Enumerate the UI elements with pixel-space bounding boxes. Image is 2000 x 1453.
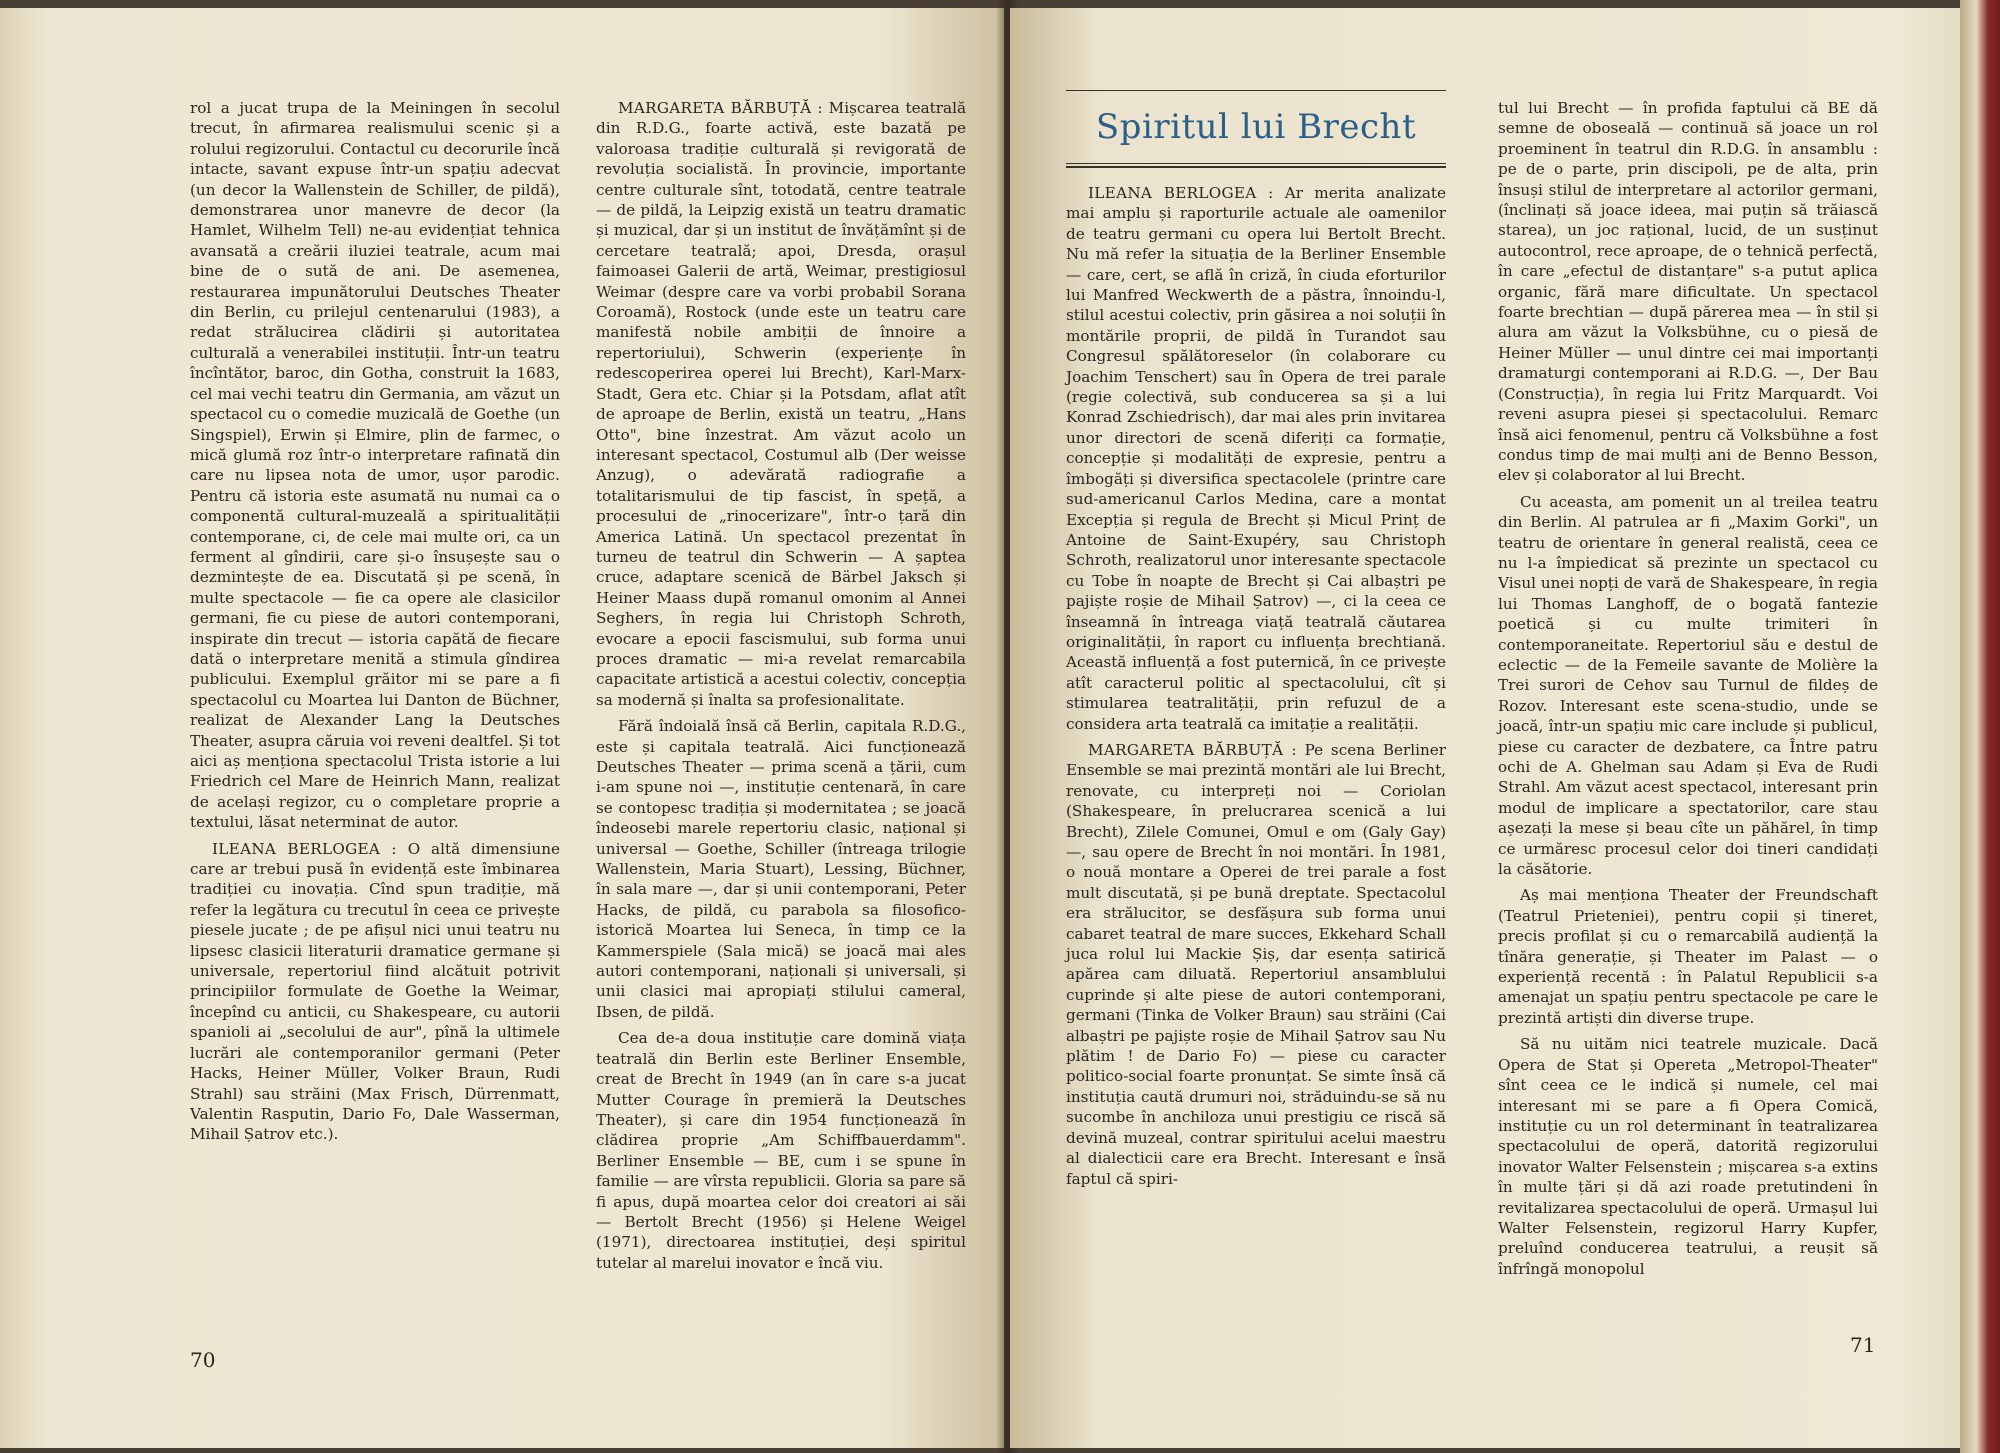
speaker-paragraph	[1066, 740, 1446, 1189]
article-title-box	[1066, 90, 1446, 168]
speaker-name: MARGARETA BĂRBUȚĂ :	[1088, 740, 1297, 759]
paragraph-text: Mișcarea teatrală din R.D.G., foarte activă, este bazată pe valoroasa tradiție culturală și revigorată de revoluția socialistă. În provincie, importante centre culturale sînt, totodată, centre teatrale — de pildă, la Leipzig există un teatru dramatic și muzical, dar și un institut de învățămînt și de cercetare teatrală; apoi, Dresda, orașul faimoasei Galerii de artă, Weimar, prestigiosul Weimar (despre care va vorbi probabil Sorana Coroamă), Rostock (unde este un teatru care manifestă nobile ambiții de înnoire a repertoriului), Schwerin (experiențe în redescoperirea operei lui Brecht), Karl-Marx-Stadt, Gera etc. Chiar și la Potsdam, aflat atît de aproape de Berlin, există un teatru, „Hans Otto", bine înzestrat. Am văzut acolo un interesant spectacol, Costumul alb (Der weisse Anzug), o adevărată radiografie a totalitarismului de tip fascist, în speță, a procesului de „rinocerizare", într-o țară din America Latină. Un spectacol prezentat în turneu de teatrul din Schwerin — A șaptea cruce, adaptare scenică de Bärbel Jaksch și Heiner Maass după romanul omonim al Annei Seghers, în regia lui Christoph Schroth, evocare a epocii fascismului, sub forma unui proces dramatic — mi-a revelat remarcabila capacitate artistică a acestui colectiv, concepția sa modernă și înalta sa profesionalitate.	[596, 99, 967, 709]
paragraph: tul lui Brecht — în profida faptului că BE dă semne de oboseală — continuă să joace un rol proeminent în teatrul din R.D.G. în ansamblu : pe de o parte, prin discipoli, pe de alta, prin însuși stilul de interpretare al actorilor germani, (înclinați să joace ideea, mai puțin să trăiască starea), un joc rațional, lucid, de un susținut autocontrol, rece aproape, de o tehnică perfectă, în care „efectul de distanțare" s-a putut aplica organic, fără mare dificultate. Un spectacol foarte brechtian — după părerea mea — în stil și alura am văzut la Volksbühne, cu o piesă de Heiner Müller — unul dintre cei mai importanți dramaturgi contemporani ai R.D.G. —, Der Bau (Construcția), în regia lui Fritz Marquardt. Voi reveni asupra piesei și spectacolului. Remarc însă aici fenomenul, pentru că Volksbühne a fost condus timp de mai mulți ani de Benno Besson, elev și colaborator al lui Brecht.	[1498, 99, 1878, 485]
speaker-name: MARGARETA BĂRBUȚĂ :	[618, 99, 823, 117]
paragraph: Să nu uităm nici teatrele muzicale. Dacă Opera de Stat și Opereta „Metropol-Theater" sînt ceea ce le indică și numele, cel mai interesant mi se pare a fi Opera Comică, instituție cu un rol determinant în teatralizarea spectacolului de operă, datorită regizorului inovator Walter Felsenstein ; mișcarea s-a extins în multe țări și dă azi roade pretutindeni în revitalizarea spectacolului de operă. Urmașul lui Walter Felsenstein, regizorul Harry Kupfer, preluînd conducerea teatrului, a reușit să înfrîngă monopolul	[1498, 1035, 1878, 1278]
article-title: Spiritul lui Brecht	[1095, 107, 1417, 147]
paragraph-text: O altă dimensiune care ar trebui pusă în evidență este îmbinarea tradiției cu inovația. Cînd spun tradiție, mă refer la legătura cu trecutul în ceea ce privește piesele jucate ; de pe afișul nici unui teatru nu lipsesc clasicii literaturii dramatice germane și universale, repertoriul fiind alcătuit potrivit principiilor formulate de Goethe la Weimar, începînd cu anticii, cu Shakespeare, cu autorii spanioli ai „secolului de aur", pînă la ultimele lucrări ale contemporanilor germani (Peter Hacks, Heiner Müller, Volker Braun, Rudi Strahl) sau străini (Max Frisch, Dürrenmatt, Valentin Rasputin, Dario Fo, Dale Wasserman, Mihail Șatrov etc.).	[190, 839, 560, 1144]
page-edge-strip	[1960, 0, 2000, 1453]
speaker-name: ILEANA BERLOGEA :	[1088, 184, 1274, 202]
left-column-2	[596, 98, 966, 1279]
paragraph: Cea de-a doua instituție care domină viața teatrală din Berlin este Berliner Ensemble, creat de Brecht în 1949 (an în care s-a jucat Mutter Courage în premieră la Deutsches Theater), și care din 1954 funcționează în clădirea proprie „Am Schiffbauerdamm". Berliner Ensemble — BE, cum i se spune în familie — are vîrsta republicii. Gloria sa pare să fi apus, după moartea celor doi creatori ai săi — Bertolt Brecht (1956) și Helene Weigel (1971), directoarea instituției, deși spiritul tutelar al marelui inovator e încă viu.	[596, 1029, 966, 1272]
title-rule-bottom	[1066, 163, 1446, 164]
right-column-2	[1498, 98, 1878, 1285]
paragraph: Cu aceasta, am pomenit un al treilea teatru din Berlin. Al patrulea ar fi „Maxim Gorki", un teatru de orientare în general realistă, ceea ce nu l-a împiedicat să prezinte un spectacol cu Visul unei nopți de vară de Shakespeare, în regia lui Thomas Langhoff, de o bogată fantezie poetică și cu multe trimiteri în contemporaneitate. Repertoriul său e destul de eclectic — de la Femeile savante de Molière la Trei surori de Cehov sau Turnul de fildeș de Rozov. Interesant este scena-studio, unde se joacă, într-un spațiu mic care include și publicul, piese cu caracter de dezbatere, ca Între patru ochi de A. Ghelman sau Adam și Eva de Rudi Strahl. Am văzut acest spectacol, interesant prin modul de implicare a spectatorilor, care stau așezați la mese și beau cîte un păhărel, în timp ce urmăresc procesul celor doi tineri candidați la căsătorie.	[1498, 492, 1878, 879]
left-column-1	[190, 98, 560, 1151]
page-number-right: 71	[1850, 1333, 1876, 1357]
page-number-left: 70	[190, 1348, 216, 1372]
paragraph: Aș mai menționa Theater der Freundschaft (Teatrul Prieteniei), pentru copii și tineret, precis profilat și cu o remarcabilă audiență la tînăra generație, și Theater im Palast — o experiență recentă : în Palatul Republicii s-a amenajat un spațiu pentru spectacole pe care le prezintă artiști din diverse trupe.	[1498, 886, 1878, 1027]
speaker-paragraph	[596, 98, 966, 710]
right-column-1	[1066, 183, 1446, 1195]
paragraph-text: Pe scena Berliner Ensemble se mai prezintă montări ale lui Brecht, renovate, cu interpreți noi — Coriolan (Shakespeare, în prelucrarea scenică a lui Brecht), Zilele Comunei, Omul e om (Galy Gay) —, sau opere de Brecht în noi montări. În 1981, o nouă montare a Operei de trei parale a fost mult discutată, și pe bună dreptate. Spectacolul era strălucitor, se desfășura sub forma unui cabaret teatral de mare succes, Ekkehard Schall juca rolul lui Mackie Șiș, dar esența satirică apărea cam diluată. Repertoriul ansamblului cuprinde și alte piese de autori contemporani, germani (Tinka de Volker Braun) sau străini (Cai albaștri pe pajiște roșie de Mihail Șatrov sau Nu plătim ! de Dario Fo) — piese cu caracter politico-social foarte pronunțat. Se simte însă că instituția caută drumuri noi, străduindu-se să nu sucombe în anchiloza unui prestigiu ce riscă să devină muzeal, contrar spiritului acelui maestru al dialecticii care era Brecht. Interesant e însă faptul că spiri-	[1066, 740, 1446, 1188]
paragraph: rol a jucat trupa de la Meiningen în secolul trecut, în afirmarea realismului scenic și a rolului regizorului. Contactul cu decorurile încă intacte, savant expuse într-un spațiu adecvat (un decor la Wallenstein de Schiller, de pildă), demonstrarea unor manevre de decor (la Hamlet, Wilhelm Tell) ne-au evidențiat tehnica avansată a creării iluziei teatrale, acum mai bine de o sută de ani. De asemenea, restaurarea impunătorului Deutsches Theater din Berlin, cu prilejul centenarului (1983), a redat strălucirea clădirii și autoritatea culturală a venerabilei instituții. Într-un teatru încîntător, baroc, din Gotha, construit la 1683, cel mai vechi teatru din Germania, am văzut un spectacol cu o comedie muzicală de Goethe (un Singspiel), Erwin și Elmire, plin de farmec, o mică glumă roz într-o interpretare rafinată din care nu lipsea nota de umor, ușor parodic. Pentru că istoria este asumată nu numai ca o componentă cultural-muzeală a spiritualității contemporane, ci, de cele mai multe ori, ca un ferment al gîndirii, care și-o însușește sau o dezmintește de ea. Discutată și pe scenă, în multe spectacole — fie ca opere ale clasicilor germani, fie cu piese de autori contemporani, inspirate din trecut — istoria capătă de fiecare dată o interpretare menită a stimula gîndirea publicului. Exemplul grăitor mi se pare a fi spectacolul cu Moartea lui Danton de Büchner, realizat de Alexander Lang la Deutsches Theater, asupra căruia voi reveni dealtfel. Și tot aici aș menționa spectacolul Trista istorie a lui Friedrich cel Mare de Heinrich Mann, realizat de același regizor, cu o completare proprie a textului, lăsat neterminat de autor.	[190, 99, 560, 832]
paragraph-text: Ar merita analizate mai amplu și raporturile actuale ale oamenilor de teatru germani cu opera lui Bertolt Brecht. Nu mă refer la situația de la Berliner Ensemble — care, cert, se află în criză, în ciuda eforturilor lui Manfred Weckwerth de a păstra, înnoindu-l, stilul acestui colectiv, prin găsirea a noi soluții în montările proprii, de pildă în Turandot sau Congresul spălătoreselor (în colaborare cu Joachim Tenschert) sau în Opera de trei parale (regie colectivă, sub conducerea sa și a lui Konrad Zschiedrisch), dar mai ales prin invitarea unor directori de scenă diferiți ca formație, concepție și modalități de expresie, pentru a îmbogăți și diversifica spectacolele (printre care sud-americanul Carlos Medina, care a montat Excepția și regula de Brecht și Micul Prinț de Antoine de Saint-Exupéry, sau Christoph Schroth, realizatorul unor interesante spectacole cu Tobe în noapte de Brecht și Cai albaștri pe pajiște roșie de Mihail Șatrov) —, ci la ceea ce înseamnă în întreaga viață teatrală căutarea originalității, în raport cu influența brechtiană. Această influență a fost puternică, în ce privește atît caracterul politic al spectacolului, cît și stimularea teatralității, prin refuzul de a considera arta teatrală ca imitație a realității.	[1066, 184, 1446, 733]
speaker-paragraph	[1066, 183, 1446, 734]
right-page	[1010, 8, 2000, 1448]
speaker-paragraph	[190, 839, 560, 1145]
speaker-name: ILEANA BERLOGEA :	[212, 839, 397, 858]
left-page	[0, 8, 1004, 1448]
paragraph: Fără îndoială însă că Berlin, capitala R.D.G., este și capitala teatrală. Aici funcționează Deutsches Theater — prima scenă a țării, cum i-am spune noi —, instituție centenară, în care se contopesc tradiția și modernitatea ; se joacă îndeosebi marele repertoriu clasic, național și universal — Goethe, Schiller (întreaga trilogie Wallenstein, Maria Stuart), Lessing, Büchner, în sala mare —, dar și unii contemporani, Peter Hacks, de pildă, cu parabola sa filosofico-istorică Moartea lui Seneca, în timp ce la Kammerspiele (Sala mică) se joacă mai ales autori contemporani, naționali și universali, și unii clasici mai apropiați stilului cameral, Ibsen, de pildă.	[596, 717, 966, 1021]
title-rule-bottom-thick	[1066, 166, 1446, 168]
